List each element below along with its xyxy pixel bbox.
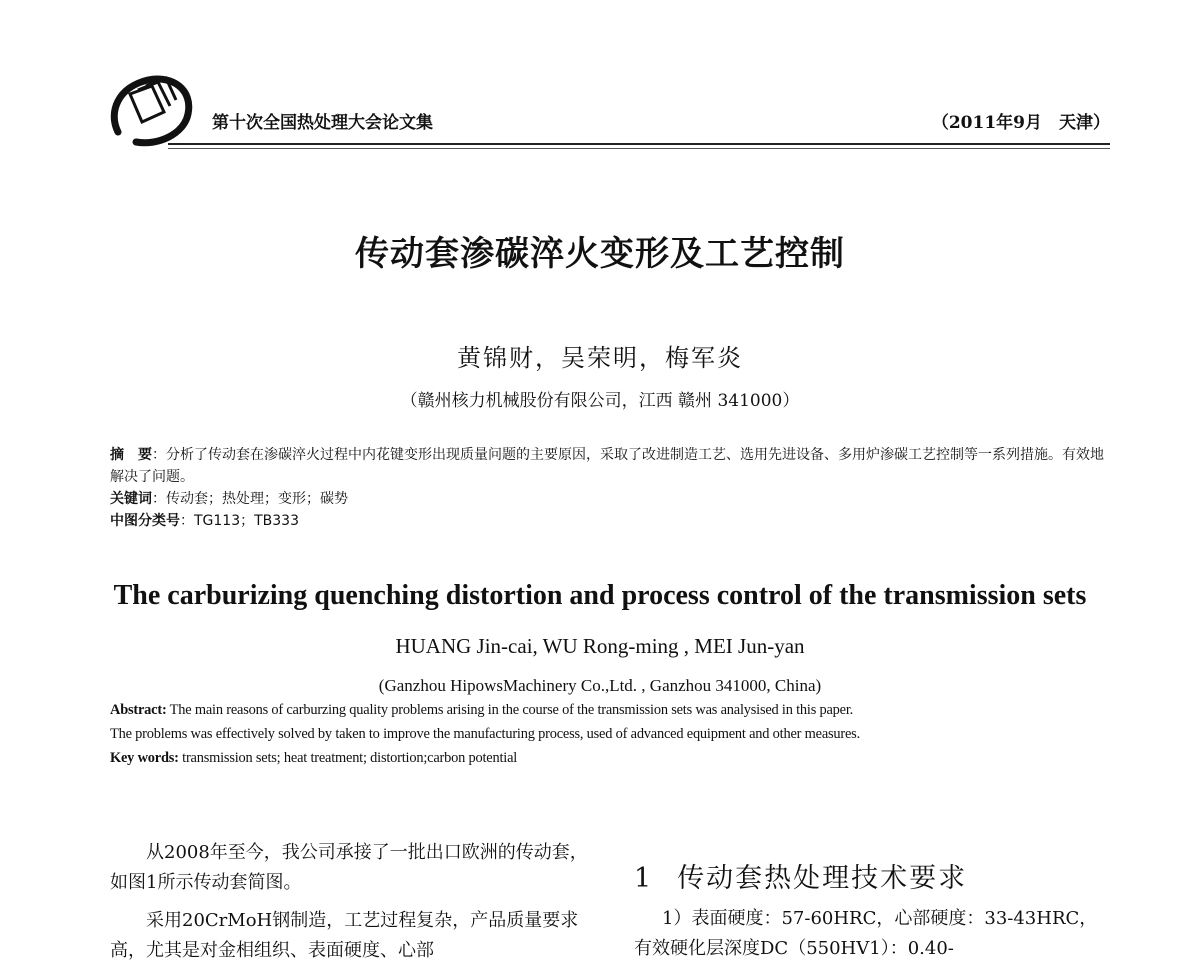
header-rule-thick: [168, 143, 1110, 145]
section-title: 传动套热处理技术要求: [677, 863, 968, 894]
body-left-column: [110, 838, 590, 966]
section-heading-1: [634, 856, 967, 895]
body-right-column: [634, 904, 1114, 964]
keywords-cn: [110, 488, 1110, 510]
abstract-cn-body: ：分析了传动套在渗碳淬火过程中内花键变形出现质量问题的主要原因，采取了改进制造工艺、选用先进设备、多用炉渗碳工艺控制等一系列措施。有效地解决了问题。: [110, 447, 1104, 485]
paper-affiliation: （赣州核力机械股份有限公司，江西 赣州 341000）: [400, 391, 800, 411]
english-abstract: [110, 698, 1120, 770]
english-keywords-label: Key words:: [110, 750, 179, 766]
classification-body: ：TG113；TB333: [180, 513, 299, 529]
proceedings-logo-icon: [108, 72, 198, 148]
page-header: [108, 68, 1110, 150]
paper-authors: 黄锦财，吴荣明，梅军炎: [457, 344, 743, 372]
abstract-cn-label: 摘 要: [110, 447, 152, 463]
english-title: The carburizing quenching distortion and process control of the transmission sets: [113, 580, 1087, 611]
journal-name: 第十次全国热处理大会论文集: [212, 113, 433, 133]
classification-label: 中图分类号: [110, 513, 180, 529]
english-keywords: [110, 746, 1120, 770]
abstract-cn: [110, 444, 1110, 532]
body-paragraph-1: 从2008年至今，我公司承接了一批出口欧洲的传动套，如图1所示传动套简图。: [110, 842, 588, 893]
english-abstract-text1: The main reasons of carburzing quality problems arising in the course of the transmission sets was analysised in this paper.: [166, 702, 854, 718]
section-number: 1: [634, 863, 654, 894]
english-affiliation: (Ganzhou HipowsMachinery Co.,Ltd. , Ganzhou 341000, China): [378, 676, 822, 695]
body-paragraph-2: 采用20CrMoH钢制造，工艺过程复杂，产品质量要求高，尤其是对金相组织、表面硬度、心部: [110, 910, 579, 961]
issue-date: （2011年9月 天津）: [931, 113, 1110, 133]
english-abstract-line1: [110, 698, 1120, 722]
english-authors: HUANG Jin-cai, WU Rong-ming , MEI Jun-yan: [395, 634, 805, 658]
english-keywords-text: transmission sets; heat treatment; distortion;carbon potential: [178, 750, 518, 766]
keywords-cn-label: 关键词: [110, 491, 152, 507]
english-abstract-line2: The problems was effectively solved by taken to improve the manufacturing process, used of advanced equipment and other measures.: [110, 726, 860, 742]
english-abstract-label: Abstract:: [110, 702, 167, 718]
keywords-cn-body: ：传动套；热处理；变形；碳势: [152, 491, 348, 507]
right-paragraph-1: 1）表面硬度：57-60HRC，心部硬度：33-43HRC，有效硬化层深度DC（550HV1）：0.40-: [634, 908, 1098, 959]
header-rule-thin: [168, 148, 1110, 149]
paper-title: 传动套渗碳淬火变形及工艺控制: [355, 234, 845, 274]
classification-cn: [110, 510, 1110, 532]
abstract-cn-text: [110, 444, 1110, 488]
